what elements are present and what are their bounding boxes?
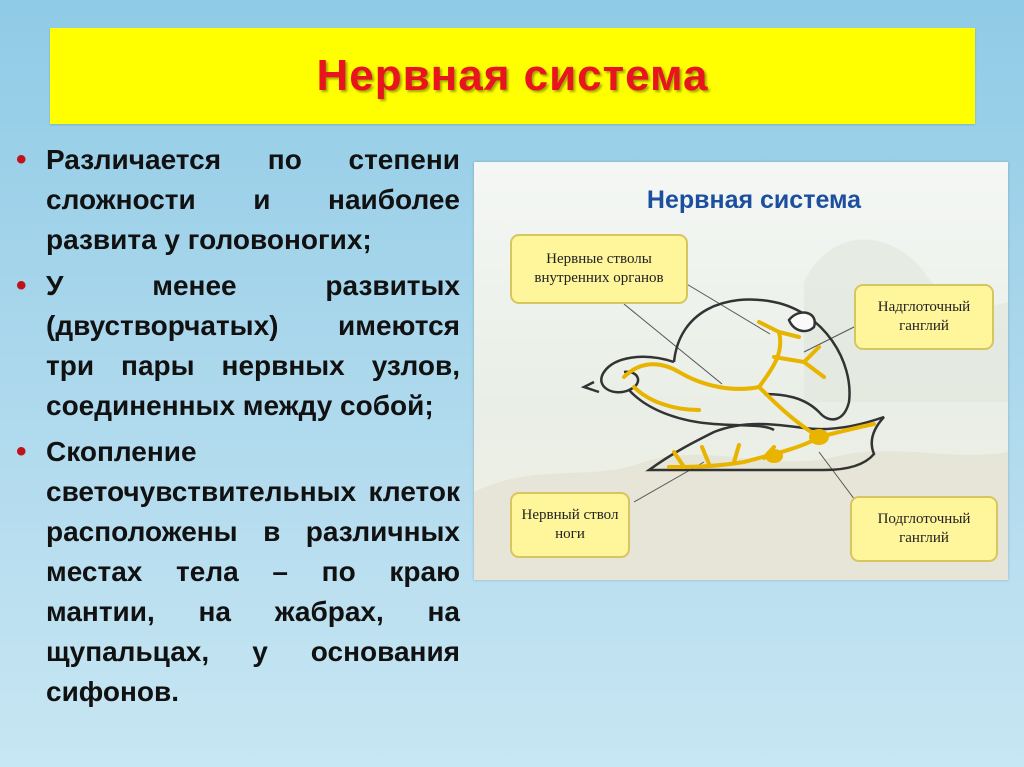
label-foot-nerve: Нервный ствол ноги bbox=[510, 492, 630, 558]
bullet-icon: • bbox=[16, 435, 27, 468]
bullet-text: Различается по степени сложности и наиболее развита у головоногих; bbox=[46, 144, 460, 255]
figure-title: Нервная система bbox=[646, 186, 862, 214]
page-title: Нервная система bbox=[316, 51, 709, 100]
list-item bbox=[8, 432, 460, 712]
bullet-icon: • bbox=[16, 269, 27, 302]
label-internal-nerves: Нервные стволы внутренних органов bbox=[510, 234, 688, 304]
list-item bbox=[8, 140, 460, 260]
nervous-system-figure bbox=[474, 162, 1008, 580]
bullet-icon: • bbox=[16, 143, 27, 176]
bullet-list bbox=[8, 140, 460, 718]
subesophageal-ganglion-mark bbox=[809, 429, 829, 445]
bullet-text: У менее развитых (двустворчатых) имеются три пары нервных узлов, соединенных между собой; bbox=[46, 270, 460, 421]
title-banner bbox=[50, 28, 975, 124]
label-supraesophageal-ganglion: Надглоточный ганглий bbox=[854, 284, 994, 350]
list-item bbox=[8, 266, 460, 426]
bullet-text: Скопление светочувствительных клеток расположены в различных местах тела – по краю мантии, на жабрах, на щупальцах, у основания сифонов. bbox=[46, 436, 460, 707]
pedal-ganglion-mark bbox=[765, 449, 783, 463]
label-subesophageal-ganglion: Подглоточный ганглий bbox=[850, 496, 998, 562]
